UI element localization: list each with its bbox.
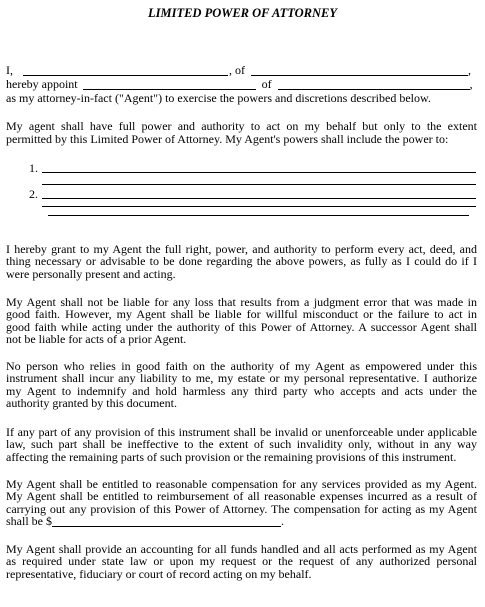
agent-lead-text: hereby appoint xyxy=(6,77,78,91)
third-party-reliance-paragraph xyxy=(6,360,477,409)
agent-name-blank xyxy=(83,89,256,90)
paragraph-line: My Agent shall be entitled to reimbursement of all reasonable expenses incurred as a result of xyxy=(6,489,477,504)
agent-line-end: , xyxy=(469,77,473,91)
agent-of-text: of xyxy=(261,77,272,91)
paragraph-line: authority granted by this document. xyxy=(6,395,177,410)
grant-of-authority-paragraph xyxy=(6,243,477,280)
paragraph-line: I hereby grant to my Agent the full right, power, and authority to perform every act, deed, and xyxy=(6,242,477,256)
principal-lead-text: I, xyxy=(6,63,13,77)
paragraph-line: good faith. However, my Agent shall be liable for willful misconduct or the failure to act in xyxy=(6,307,477,322)
paragraph-line: thing necessary or advisable to be done regarding the above powers, as fully as I could do if I xyxy=(6,254,477,269)
principal-name-blank xyxy=(23,75,228,76)
compensation-amount-line xyxy=(6,515,477,527)
compensation-amount-blank xyxy=(52,526,281,527)
power-item-1-blank-continued xyxy=(42,184,476,185)
compensation-amount-end: . xyxy=(281,513,284,528)
paragraph-line: affecting the remaining parts of such provision or the remaining provisions of this instrument. xyxy=(6,449,457,464)
paragraph-line: My Agent shall not be liable for any loss that results from a judgment error that was made in xyxy=(6,295,477,309)
paragraph-line: carrying out any provision of this Power of Attorney. The compensation for acting as my Agent xyxy=(6,501,477,516)
power-item-2-blank xyxy=(42,198,476,199)
compensation-paragraph xyxy=(6,478,477,527)
power-item-1-blank xyxy=(42,172,476,173)
paragraph-line: My Agent shall be entitled to reasonable compensation for any services provided as my Agent. xyxy=(6,477,477,491)
severability-paragraph xyxy=(6,426,477,463)
paragraph-line: representative, fiduciary or court of record acting on my behalf. xyxy=(6,566,312,581)
power-item-2-blank-final xyxy=(48,215,469,216)
accounting-paragraph xyxy=(6,543,477,580)
power-item-2-number: 2. xyxy=(29,187,38,201)
paragraph-line: good faith while acting under the authority of this Power of Attorney. A successor Agent shall xyxy=(6,319,477,334)
paragraph-line: If any part of any provision of this instrument shall be invalid or unenforceable under applicable xyxy=(6,425,477,439)
principal-of-text: , of xyxy=(229,63,245,77)
compensation-amount-label: shall be $ xyxy=(6,513,52,528)
principal-address-blank xyxy=(251,75,468,76)
powers-intro-paragraph xyxy=(6,120,477,146)
power-item-2-blank-continued xyxy=(42,206,476,207)
document-title: LIMITED POWER OF ATTORNEY xyxy=(147,6,338,20)
paragraph-line: were personally present and acting. xyxy=(6,266,176,281)
paragraph-line: my Agent to indemnify and hold harmless any third party who accepts and acts under the xyxy=(6,383,477,398)
paragraph-line: permitted by this Limited Power of Attorney. My Agent's powers shall include the power to: xyxy=(6,132,449,146)
paragraph-line: not be liable for acts of a prior Agent. xyxy=(6,331,187,346)
principal-line xyxy=(6,63,477,77)
paragraph-line: as required under state law or upon my request or the request of any authorized personal xyxy=(6,554,477,569)
paragraph-line: My agent shall have full power and authority to act on my behalf but only to the extent xyxy=(6,119,477,133)
paragraph-line: instrument shall incur any liability to me, my estate or my personal representative. I authorize xyxy=(6,371,477,386)
agent-line xyxy=(6,77,477,91)
agent-address-blank xyxy=(278,89,470,90)
principal-line-end: , xyxy=(468,63,471,77)
appointment-section xyxy=(6,63,477,105)
agent-designation-text: as my attorney-in-fact ("Agent") to exercise the powers and discretions described below. xyxy=(6,91,431,105)
power-item-1-number: 1. xyxy=(29,161,38,175)
liability-paragraph xyxy=(6,296,477,345)
paragraph-line: No person who relies in good faith on the authority of my Agent as empowered under this xyxy=(6,359,477,373)
paragraph-line: law, such part shall be ineffective to the extent of such invalidity only, without in any way xyxy=(6,437,477,452)
paragraph-line: My Agent shall provide an accounting for all funds handled and all acts performed as my Agent xyxy=(6,542,477,556)
